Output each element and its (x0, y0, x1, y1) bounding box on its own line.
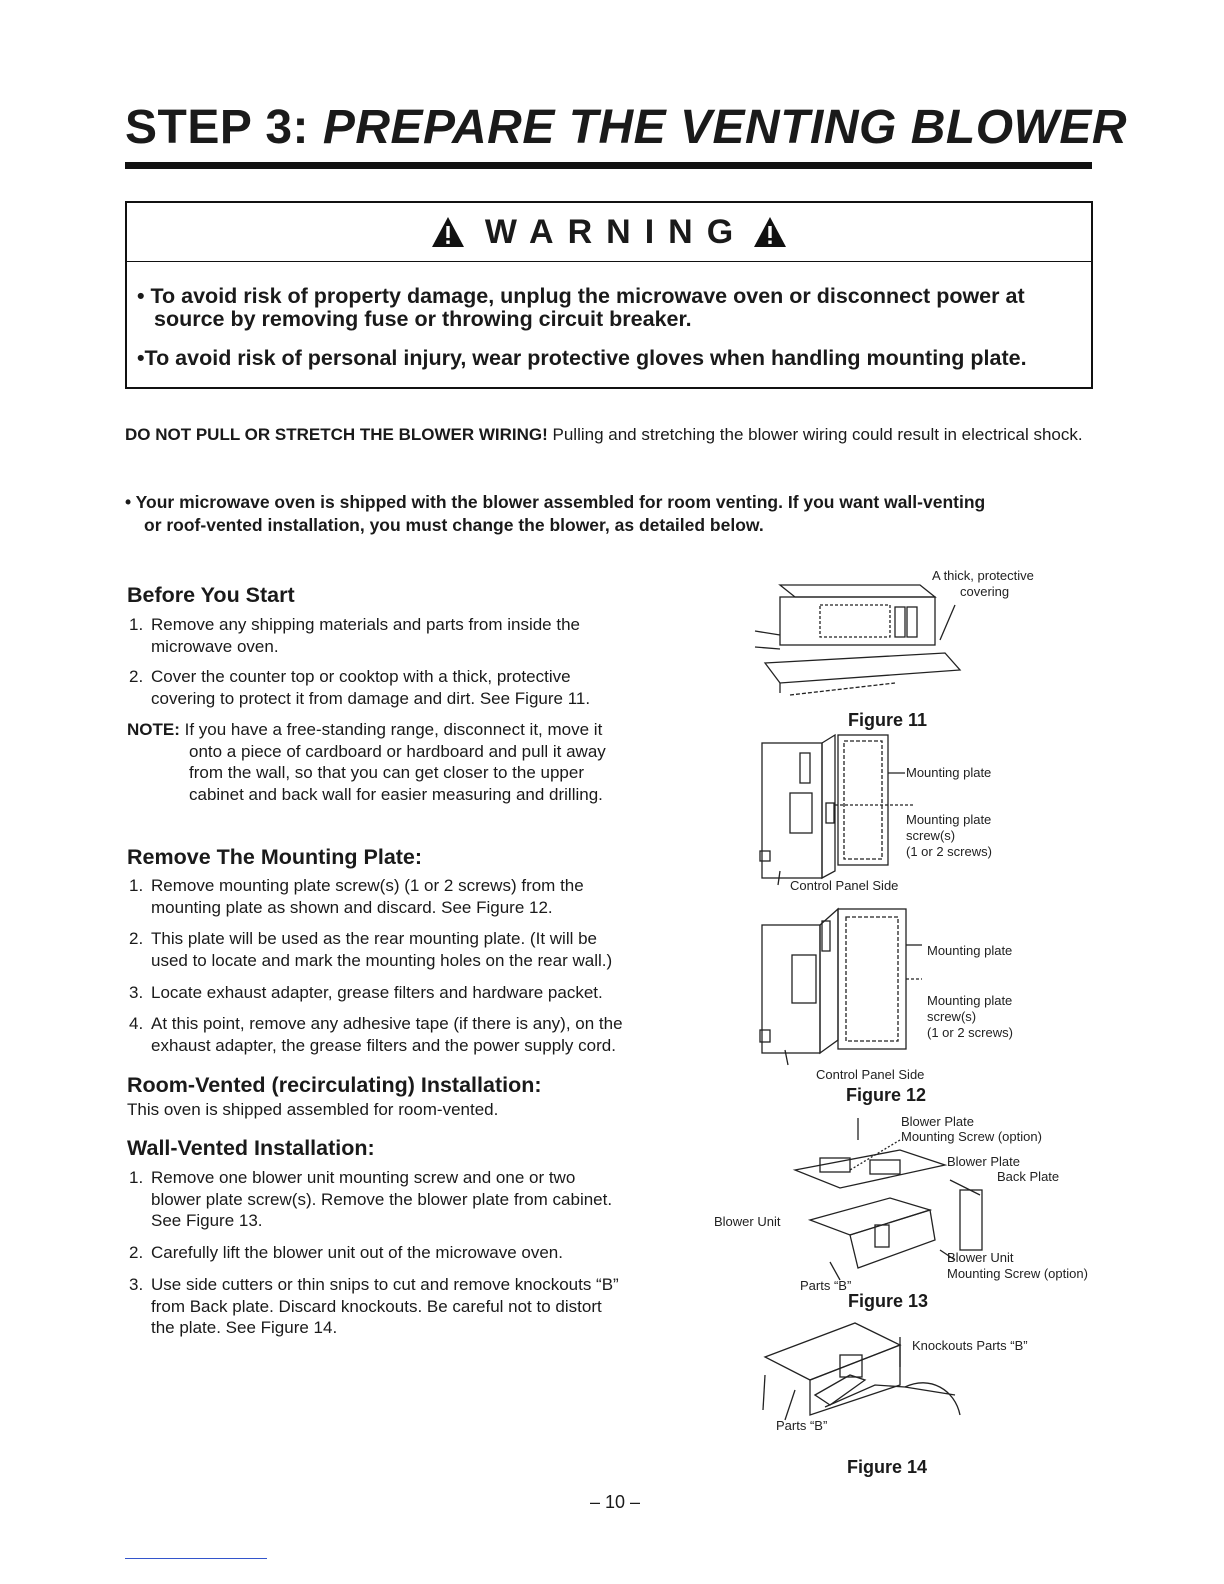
callout-text: Mounting plate (906, 812, 992, 827)
callout-parts-b: Parts “B” (776, 1418, 828, 1433)
list-text: Remove one blower unit mounting screw and one or two (151, 1168, 576, 1187)
warning-header (127, 203, 1091, 262)
callout-text: screw(s) (906, 828, 956, 843)
shipping-note-line: or roof-vented installation, you must change the blower, as detailed below. (144, 515, 764, 535)
list-number: 1. (129, 876, 144, 895)
callout-protective-covering (932, 568, 1034, 600)
note-text: cabinet and back wall for easier measuring and drilling. (189, 784, 603, 804)
callout-mounting-plate-screws (927, 993, 1013, 1041)
step-label: STEP 3: (125, 101, 310, 154)
room-vented-text: This oven is shipped assembled for room-vented. (127, 1100, 499, 1119)
list-text: blower plate screw(s). Remove the blower plate from cabinet. (151, 1189, 613, 1209)
list-number: 1. (129, 1168, 144, 1187)
callout-text: (1 or 2 screws) (906, 844, 992, 859)
list-text: exhaust adapter, the grease filters and the power supply cord. (151, 1035, 616, 1055)
warning-item-property (137, 285, 1081, 331)
list-text: Remove any shipping materials and parts from inside the (151, 615, 580, 634)
list-text: from Back plate. Discard knockouts. Be careful not to distort (151, 1296, 602, 1316)
callout-text: screw(s) (927, 1009, 977, 1024)
list-item (129, 1274, 699, 1339)
list-text: Remove mounting plate screw(s) (1 or 2 screws) from the (151, 876, 584, 895)
list-item (129, 928, 699, 971)
list-text: used to locate and mark the mounting holes on the rear wall.) (151, 950, 613, 970)
section-heading-remove-mounting-plate: Remove The Mounting Plate: (127, 845, 423, 869)
list-item (129, 875, 699, 918)
note-label: NOTE: (127, 720, 180, 739)
warning-item-line: •To avoid risk of personal injury, wear protective gloves when handling mounting plate. (137, 346, 1027, 370)
callout-blower-unit-mounting-screw (947, 1250, 1088, 1282)
figure-14-illustration (755, 1315, 975, 1435)
list-item (129, 666, 689, 709)
warning-item-line: source by removing fuse or throwing circuit breaker. (154, 307, 692, 331)
figure-12-label: Figure 12 (846, 1085, 927, 1105)
caution-text: Pulling and stretching the blower wiring could result in electrical shock. (547, 425, 1083, 444)
warning-triangle-icon (431, 216, 465, 248)
callout-mounting-plate: Mounting plate (927, 943, 1013, 958)
section-heading-room-vented: Room-Vented (recirculating) Installation: (127, 1073, 542, 1097)
list-item (129, 614, 689, 657)
list-text: covering to protect it from damage and dirt. See Figure 11. (151, 688, 591, 708)
list-number: 3. (129, 1275, 144, 1294)
callout-blower-plate: Blower Plate (947, 1154, 1020, 1169)
note-free-standing-range (127, 719, 697, 805)
callout-text: A thick, protective (932, 568, 1034, 583)
list-text: This plate will be used as the rear mounting plate. (It will be (151, 929, 598, 948)
list-text: microwave oven. (151, 636, 279, 656)
figure-12-illustration (760, 905, 920, 1065)
step-title: PREPARE THE VENTING BLOWER (322, 101, 1128, 154)
list-item (129, 1013, 699, 1056)
footer-rule (125, 1558, 267, 1559)
warning-item-line: • To avoid risk of property damage, unplug the microwave oven or disconnect power at (137, 284, 1025, 308)
list-number: 4. (129, 1014, 144, 1033)
list-item (129, 982, 699, 1004)
list-number: 2. (129, 1243, 144, 1262)
section-heading-before-you-start: Before You Start (127, 583, 295, 607)
list-item (129, 1167, 699, 1232)
list-text: Locate exhaust adapter, grease filters and hardware packet. (151, 983, 603, 1002)
warning-item-injury (137, 347, 1081, 370)
callout-text: Blower Unit (947, 1250, 1014, 1265)
callout-text: (1 or 2 screws) (927, 1025, 1013, 1040)
list-text: See Figure 13. (151, 1211, 263, 1230)
list-text: Cover the counter top or cooktop with a thick, protective (151, 667, 571, 686)
callout-control-panel-side: Control Panel Side (816, 1067, 925, 1082)
callout-blower-unit: Blower Unit (714, 1214, 781, 1229)
title-rule (125, 162, 1092, 169)
callout-text: covering (960, 584, 1010, 599)
list-text: Use side cutters or thin snips to cut and remove knockouts “B” (151, 1275, 619, 1294)
shipping-note (125, 491, 1085, 537)
warning-heading: WARNING (484, 212, 748, 251)
callout-knockouts: Knockouts Parts “B” (912, 1338, 1028, 1353)
callout-mounting-screw-option: Mounting Screw (option) (901, 1129, 1042, 1144)
callout-blower-plate: Blower Plate (901, 1114, 974, 1129)
callout-back-plate: Back Plate (997, 1169, 1060, 1184)
list-number: 2. (129, 667, 144, 686)
callout-mounting-plate-screws (906, 812, 992, 860)
section-heading-wall-vented: Wall-Vented Installation: (127, 1136, 375, 1160)
list-number: 1. (129, 615, 144, 634)
note-text: from the wall, so that you can get closer to the upper (189, 763, 584, 782)
callout-parts-b: Parts “B” (800, 1278, 852, 1293)
shipping-note-line: • Your microwave oven is shipped with the blower assembled for room venting. If you want wall-venting (125, 492, 986, 512)
list-number: 2. (129, 929, 144, 948)
warning-box (125, 201, 1093, 389)
list-number: 3. (129, 983, 144, 1002)
figure-11-label: Figure 11 (848, 710, 928, 730)
list-text: mounting plate as shown and discard. See Figure 12. (151, 897, 553, 917)
callout-text: Mounting Screw (option) (947, 1266, 1088, 1281)
figure-13-label: Figure 13 (848, 1291, 929, 1311)
page-title (125, 100, 1127, 155)
note-text: onto a piece of cardboard or hardboard and pull it away (189, 741, 606, 761)
warning-triangle-icon (753, 216, 787, 248)
list-text: the plate. See Figure 14. (151, 1318, 338, 1337)
list-text: Carefully lift the blower unit out of the microwave oven. (151, 1243, 563, 1262)
list-text: At this point, remove any adhesive tape (if there is any), on the (151, 1014, 623, 1033)
figure-14-label: Figure 14 (847, 1457, 928, 1477)
callout-text: Mounting plate (927, 993, 1013, 1008)
caution-bold: DO NOT PULL OR STRETCH THE BLOWER WIRING! (125, 425, 548, 444)
page-number: – 10 – (590, 1492, 641, 1512)
note-text: If you have a free-standing range, disconnect it, move it (179, 720, 603, 739)
mounting-plate-illustration-top (760, 733, 920, 888)
callout-control-panel-side: Control Panel Side (790, 878, 899, 893)
blower-wiring-caution (125, 424, 1085, 446)
list-item (129, 1242, 699, 1264)
callout-mounting-plate: Mounting plate (906, 765, 992, 780)
